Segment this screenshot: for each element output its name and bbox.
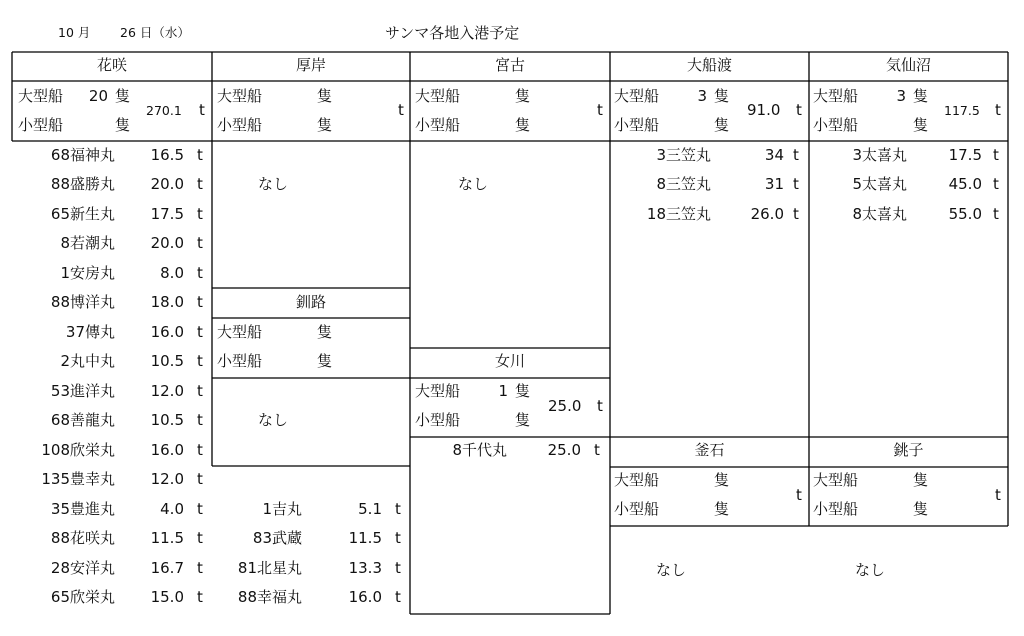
port-total: 270.1 — [146, 103, 182, 118]
large-ship-count: 1 — [498, 382, 508, 400]
unit-t: t — [197, 559, 203, 577]
small-ship-label: 小型船 — [614, 116, 660, 134]
small-ship-label: 小型船 — [415, 411, 461, 429]
ship-name: 68福神丸 — [50, 146, 115, 164]
ship-tonnage: 25.0 — [547, 441, 581, 459]
unit-t: t — [993, 175, 999, 193]
large-ship-label: 大型船 — [813, 471, 859, 489]
ship-name: 88花咲丸 — [50, 529, 115, 547]
ship-tonnage: 15.0 — [150, 588, 184, 606]
none-label: なし — [656, 561, 687, 579]
unit-t: t — [199, 101, 205, 119]
ship-unit: 隻 — [714, 116, 730, 134]
ship-tonnage: 16.0 — [150, 323, 184, 341]
large-ship-label: 大型船 — [614, 471, 660, 489]
unit-t: t — [197, 293, 203, 311]
ship-unit: 隻 — [913, 87, 929, 105]
ship-tonnage: 20.0 — [150, 175, 184, 193]
none-label: なし — [458, 175, 489, 193]
unit-t: t — [197, 529, 203, 547]
ship-tonnage: 45.0 — [948, 175, 982, 193]
ship-name: 37傳丸 — [65, 323, 115, 341]
ship-name: 88幸福丸 — [237, 588, 302, 606]
ship-unit: 隻 — [515, 411, 531, 429]
ship-name: 135豊幸丸 — [41, 470, 115, 488]
ship-name: 3太喜丸 — [852, 146, 907, 164]
small-ship-label: 小型船 — [18, 116, 64, 134]
port-name-choshi: 銚子 — [893, 441, 924, 459]
ship-unit: 隻 — [317, 352, 333, 370]
none-label: なし — [258, 411, 289, 429]
ship-name: 88盛勝丸 — [50, 175, 115, 193]
ship-tonnage: 11.5 — [348, 529, 382, 547]
unit-t: t — [197, 411, 203, 429]
unit-t: t — [197, 441, 203, 459]
unit-t: t — [197, 264, 203, 282]
ship-tonnage: 17.5 — [150, 205, 184, 223]
unit-t: t — [793, 175, 799, 193]
ship-tonnage: 34 — [764, 146, 784, 164]
port-name-kesennuma: 気仙沼 — [885, 56, 931, 74]
ship-name: 35豊進丸 — [50, 500, 115, 518]
ship-unit: 隻 — [317, 116, 333, 134]
ship-name: 83武蔵 — [252, 529, 302, 547]
ship-unit: 隻 — [913, 500, 929, 518]
ship-tonnage: 16.0 — [150, 441, 184, 459]
ship-name: 8若潮丸 — [60, 234, 115, 252]
ship-name: 53進洋丸 — [50, 382, 115, 400]
unit-t: t — [395, 559, 401, 577]
ship-name: 88博洋丸 — [50, 293, 115, 311]
small-ship-label: 小型船 — [813, 116, 859, 134]
none-label: なし — [855, 561, 886, 579]
ship-tonnage: 20.0 — [150, 234, 184, 252]
large-ship-label: 大型船 — [614, 87, 660, 105]
ship-unit: 隻 — [515, 382, 531, 400]
large-ship-label: 大型船 — [217, 323, 263, 341]
ship-tonnage: 31 — [764, 175, 784, 193]
unit-t: t — [197, 323, 203, 341]
large-ship-count: 3 — [697, 87, 707, 105]
unit-t: t — [197, 470, 203, 488]
large-ship-label: 大型船 — [415, 87, 461, 105]
large-ship-count: 3 — [896, 87, 906, 105]
small-ship-label: 小型船 — [217, 352, 263, 370]
ship-unit: 隻 — [913, 471, 929, 489]
port-name-kushiro: 釧路 — [295, 293, 326, 311]
unit-t: t — [197, 146, 203, 164]
ship-name: 108欣栄丸 — [41, 441, 115, 459]
ship-tonnage: 10.5 — [150, 352, 184, 370]
large-ship-label: 大型船 — [18, 87, 64, 105]
ship-unit: 隻 — [515, 116, 531, 134]
ship-tonnage: 11.5 — [150, 529, 184, 547]
port-name-ofunato: 大船渡 — [686, 56, 732, 74]
ship-unit: 隻 — [714, 87, 730, 105]
unit-t: t — [398, 101, 404, 119]
large-ship-label: 大型船 — [415, 382, 461, 400]
port-name-miyako: 宮古 — [494, 56, 525, 74]
port-name-akkeshi: 厚岸 — [295, 56, 326, 74]
ship-tonnage: 5.1 — [358, 500, 382, 518]
small-ship-label: 小型船 — [415, 116, 461, 134]
header-day: 26 日（水） — [120, 25, 190, 40]
ship-name: 8三笠丸 — [656, 175, 711, 193]
ship-tonnage: 17.5 — [948, 146, 982, 164]
ship-unit: 隻 — [317, 87, 333, 105]
small-ship-label: 小型船 — [217, 116, 263, 134]
port-total: 25.0 — [548, 397, 582, 415]
large-ship-label: 大型船 — [813, 87, 859, 105]
unit-t: t — [995, 486, 1001, 504]
ship-unit: 隻 — [317, 323, 333, 341]
port-name-hanasaki: 花咲 — [96, 56, 127, 74]
ship-tonnage: 16.7 — [150, 559, 184, 577]
unit-t: t — [995, 101, 1001, 119]
ship-tonnage: 16.5 — [150, 146, 184, 164]
ship-name: 1安房丸 — [60, 264, 115, 282]
ship-tonnage: 4.0 — [160, 500, 184, 518]
unit-t: t — [395, 588, 401, 606]
ship-tonnage: 10.5 — [150, 411, 184, 429]
unit-t: t — [594, 441, 600, 459]
ship-unit: 隻 — [515, 87, 531, 105]
unit-t: t — [796, 101, 802, 119]
port-total: 117.5 — [944, 103, 980, 118]
ship-tonnage: 16.0 — [348, 588, 382, 606]
ship-name: 68善龍丸 — [50, 411, 115, 429]
unit-t: t — [597, 397, 603, 415]
ship-name: 28安洋丸 — [50, 559, 115, 577]
unit-t: t — [197, 382, 203, 400]
ship-name: 1吉丸 — [262, 500, 302, 518]
unit-t: t — [197, 500, 203, 518]
ship-tonnage: 8.0 — [160, 264, 184, 282]
port-name-kamaishi: 釜石 — [694, 441, 725, 459]
ship-tonnage: 26.0 — [750, 205, 784, 223]
ship-name: 8太喜丸 — [852, 205, 907, 223]
ship-unit: 隻 — [714, 500, 730, 518]
unit-t: t — [197, 588, 203, 606]
unit-t: t — [993, 146, 999, 164]
ship-name: 65新生丸 — [50, 205, 115, 223]
unit-t: t — [395, 500, 401, 518]
unit-t: t — [395, 529, 401, 547]
small-ship-label: 小型船 — [614, 500, 660, 518]
large-ship-label: 大型船 — [217, 87, 263, 105]
large-ship-count: 20 — [88, 87, 108, 105]
port-total: 91.0 — [747, 101, 781, 119]
page-title: サンマ各地入港予定 — [385, 24, 520, 42]
ship-tonnage: 18.0 — [150, 293, 184, 311]
unit-t: t — [993, 205, 999, 223]
ship-name: 2丸中丸 — [60, 352, 115, 370]
unit-t: t — [597, 101, 603, 119]
unit-t: t — [197, 175, 203, 193]
header-month: 10 月 — [58, 25, 91, 40]
ship-name: 81北星丸 — [237, 559, 302, 577]
unit-t: t — [197, 205, 203, 223]
unit-t: t — [197, 352, 203, 370]
ship-tonnage: 55.0 — [948, 205, 982, 223]
ship-tonnage: 12.0 — [150, 382, 184, 400]
ship-unit: 隻 — [714, 471, 730, 489]
unit-t: t — [197, 234, 203, 252]
ship-name: 18三笠丸 — [646, 205, 711, 223]
small-ship-label: 小型船 — [813, 500, 859, 518]
unit-t: t — [796, 486, 802, 504]
ship-unit: 隻 — [115, 116, 131, 134]
ship-tonnage: 12.0 — [150, 470, 184, 488]
ship-unit: 隻 — [115, 87, 131, 105]
ship-unit: 隻 — [913, 116, 929, 134]
ship-name: 5太喜丸 — [852, 175, 907, 193]
ship-tonnage: 13.3 — [348, 559, 382, 577]
ship-name: 3三笠丸 — [656, 146, 711, 164]
port-name-onagawa: 女川 — [494, 352, 525, 370]
unit-t: t — [793, 146, 799, 164]
ship-name: 8千代丸 — [452, 441, 507, 459]
unit-t: t — [793, 205, 799, 223]
ship-name: 65欣栄丸 — [50, 588, 115, 606]
none-label: なし — [258, 175, 289, 193]
